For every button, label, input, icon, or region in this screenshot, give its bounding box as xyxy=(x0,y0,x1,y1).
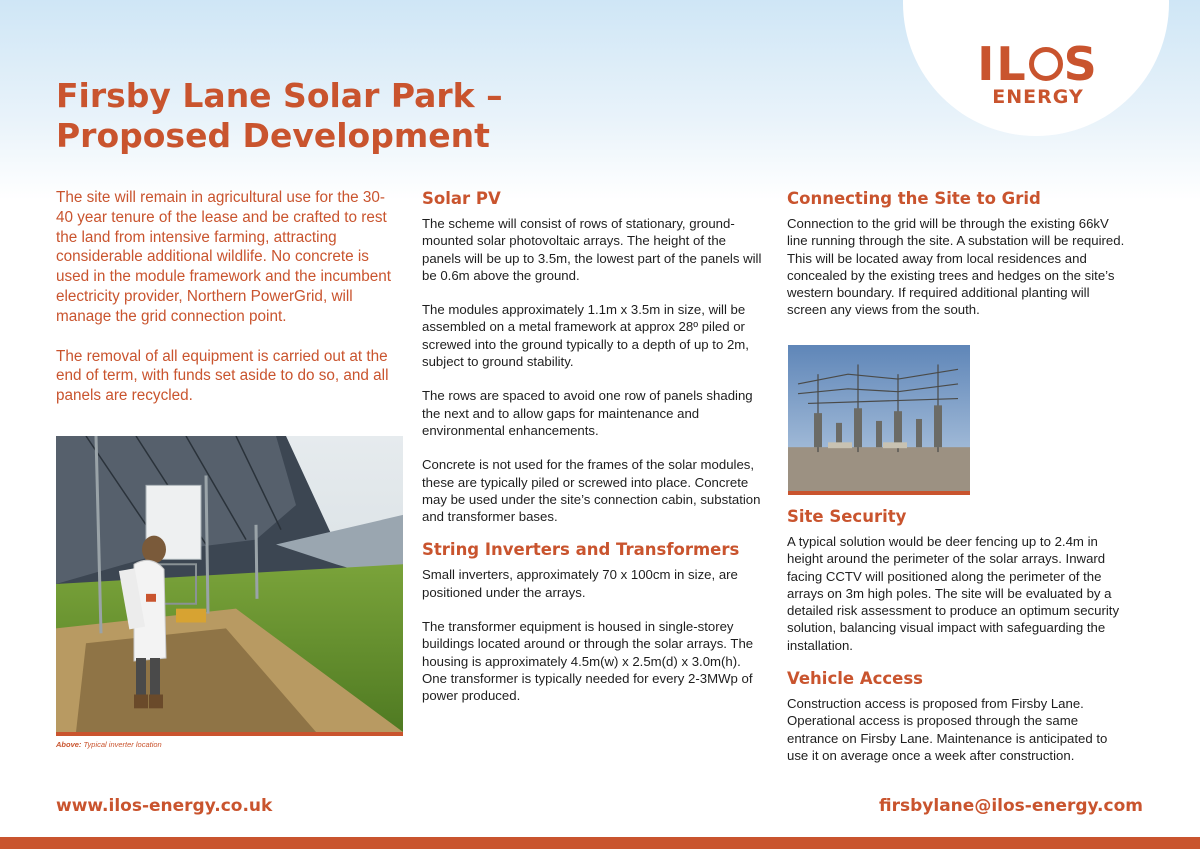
page-title xyxy=(56,76,576,156)
solar-pv-paragraph-3: The rows are spaced to avoid one row of panels shading the next and to allow gaps for maintenance and environmental enhancements. xyxy=(422,388,753,438)
security-heading: Site Security xyxy=(787,507,907,526)
photo-caption-text: Typical inverter location xyxy=(81,740,162,749)
email-link[interactable]: firsbylane@ilos-energy.com xyxy=(879,796,1143,816)
solar-pv-paragraph-4: Concrete is not used for the frames of the solar modules, these are typically piled or screwed into place. Concrete may be used under the site’s connection cabin, substation and transformer bases. xyxy=(422,457,761,525)
ilos-energy-logo xyxy=(975,37,1101,108)
inverter-photo xyxy=(56,436,403,736)
inverters-paragraph-2: The transformer equipment is housed in single-storey buildings located around or through the solar arrays. The housing is approximately 4.5m(w) x 2.5m(d) x 3.0m(h). One transformer is typically needed for every 2-3MWp of power produced. xyxy=(422,619,754,704)
logo-mark: IL S xyxy=(977,37,1099,91)
website-link[interactable]: www.ilos-energy.co.uk xyxy=(56,796,273,816)
substation-photo xyxy=(788,345,970,495)
inverters-paragraph-1: Small inverters, approximately 70 x 100cm in size, are positioned under the arrays. xyxy=(422,567,738,600)
page-title-line1: Firsby Lane Solar Park – xyxy=(56,76,503,115)
middle-column xyxy=(422,188,762,705)
security-paragraph-1: A typical solution would be deer fencing up to 2.4m in height around the perimeter of the solar arrays. Inward facing CCTV will positioned along the perimeter of the arrays on 3m high poles. The site will be evaluated by a detailed risk assessment to produce an optimum security solution, balancing visual impact with safeguarding the installation. xyxy=(787,534,1120,653)
logo-subtitle: ENERGY xyxy=(992,86,1084,108)
grid-paragraph-1: Connection to the grid will be through the existing 66kV line running through the site. A substation will be required. This will be located away from local residences and concealed by the existing trees and hedges on the site’s western boundary. If required additional planting will screen any views from the south. xyxy=(787,216,1125,318)
footer-bar xyxy=(0,837,1200,849)
photo-caption-prefix: Above: xyxy=(56,740,82,749)
solar-pv-paragraph-2: The modules approximately 1.1m x 3.5m in size, will be assembled on a metal framework at approx 28º piled or screwed into the ground typically to a depth of up to 2m, subject to ground stability. xyxy=(422,302,749,370)
vehicle-access-paragraph-1: Construction access is proposed from Firsby Lane. Operational access is proposed through the same entrance on Firsby Lane. Maintenance is anticipated to use it on average once a week after construction. xyxy=(787,696,1108,763)
intro-section xyxy=(56,188,401,406)
photo-caption xyxy=(56,740,162,749)
page-title-line2: Proposed Development xyxy=(56,116,490,155)
intro-paragraph-2: The removal of all equipment is carried out at the end of term, with funds set aside to do so, and all panels are recycled. xyxy=(56,347,389,405)
solar-pv-heading: Solar PV xyxy=(422,189,501,208)
inverters-heading: String Inverters and Transformers xyxy=(422,540,740,560)
vehicle-access-heading: Vehicle Access xyxy=(787,669,923,689)
grid-heading: Connecting the Site to Grid xyxy=(787,189,1041,208)
intro-paragraph-1: The site will remain in agricultural use for the 30-40 year tenure of the lease and be crafted to rest the land from intensive farming, attracting considerable additional wildlife. No concrete is used in the module framework and the incumbent electricity provider, Northern PowerGrid, will manage the grid connection point. xyxy=(56,189,392,325)
security-section xyxy=(787,506,1127,764)
solar-pv-paragraph-1: The scheme will consist of rows of stationary, ground-mounted solar photovoltaic arrays. The height of the panels will be up to 3.5m, the lowest part of the panels will be 0.6m above the ground. xyxy=(422,216,762,283)
right-column xyxy=(787,188,1127,319)
